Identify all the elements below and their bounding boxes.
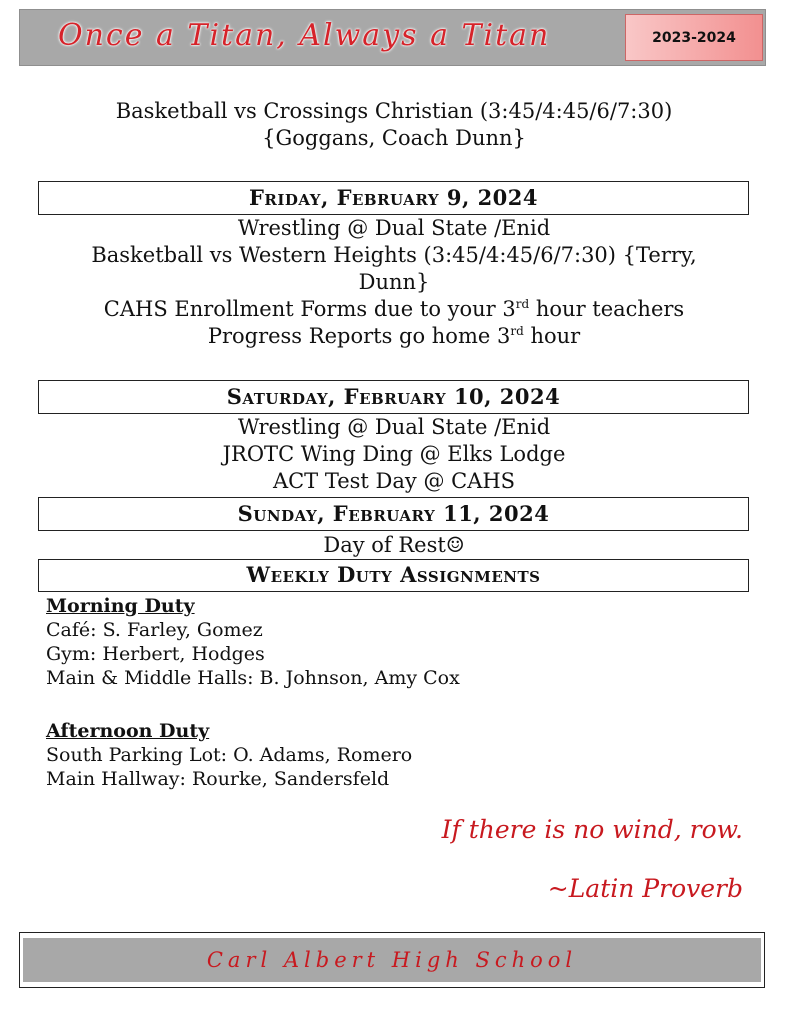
event-line: Dunn} — [358, 270, 430, 294]
quote-source: ~Latin Proverb — [547, 874, 743, 903]
saturday-heading: Saturday, February 10, 2024 — [38, 380, 749, 414]
event-line: Wrestling @ Dual State /Enid — [237, 216, 551, 240]
event-line: JROTC Wing Ding @ Elks Lodge — [222, 442, 566, 466]
event-line: Progress Reports go home 3rd hour — [207, 324, 581, 348]
event-line: ACT Test Day @ CAHS — [272, 469, 516, 493]
school-name: Carl Albert High School — [23, 938, 761, 982]
quote-text: If there is no wind, row. — [441, 815, 743, 844]
duty-line: Café: S. Farley, Gomez — [46, 619, 263, 641]
duty-line: South Parking Lot: O. Adams, Romero — [46, 744, 413, 766]
top-event — [40, 98, 748, 152]
sunday-events — [40, 532, 748, 559]
morning-duty-title: Morning Duty — [46, 595, 195, 617]
event-line: CAHS Enrollment Forms due to your 3rd hour teachers — [103, 297, 685, 321]
duty-line: Main Hallway: Rourke, Sandersfeld — [46, 768, 390, 790]
header-banner — [19, 9, 766, 66]
event-line: Basketball vs Western Heights (3:45/4:45/6/7:30) {Terry, — [91, 243, 697, 267]
afternoon-duty — [46, 719, 546, 791]
sunday-heading: Sunday, February 11, 2024 — [38, 497, 749, 531]
friday-events — [40, 215, 748, 350]
motto: Once a Titan, Always a Titan — [58, 18, 551, 53]
footer-banner — [19, 932, 765, 988]
event-line: Day of Rest☺ — [323, 533, 465, 557]
duty-heading: Weekly Duty Assignments — [38, 559, 749, 592]
friday-heading: Friday, February 9, 2024 — [38, 181, 749, 215]
morning-duty — [46, 594, 546, 690]
saturday-events — [40, 414, 748, 495]
afternoon-duty-title: Afternoon Duty — [46, 720, 210, 742]
duty-line: Main & Middle Halls: B. Johnson, Amy Cox — [46, 667, 460, 689]
school-year-badge: 2023-2024 — [625, 14, 763, 61]
event-line: Wrestling @ Dual State /Enid — [237, 415, 551, 439]
event-line: Basketball vs Crossings Christian (3:45/4:45/6/7:30) — [115, 99, 673, 123]
event-line: {Goggans, Coach Dunn} — [262, 126, 526, 150]
duty-line: Gym: Herbert, Hodges — [46, 643, 265, 665]
